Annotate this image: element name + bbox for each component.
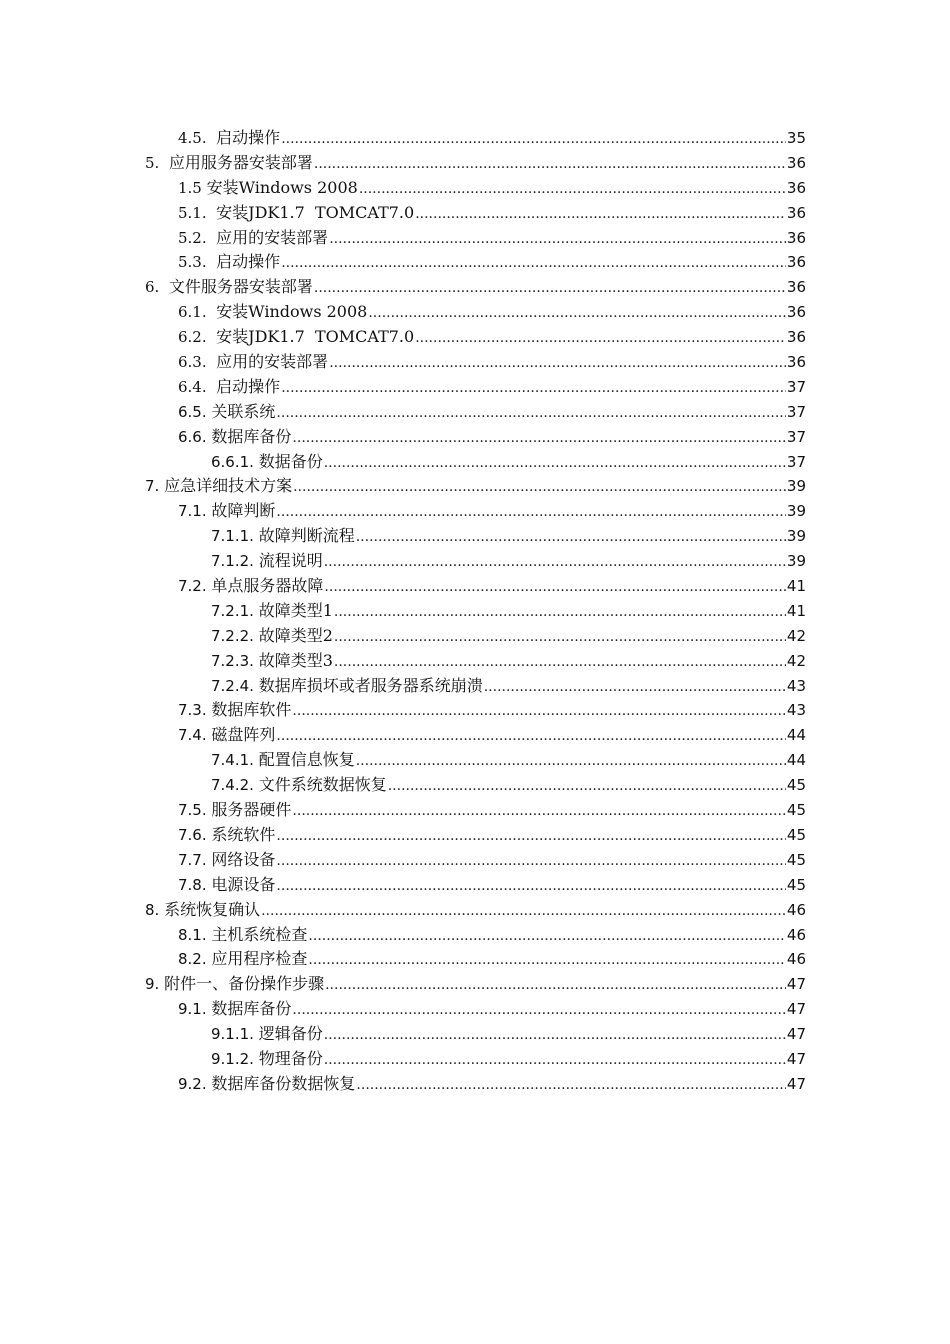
toc-entry[interactable] [0,947,950,972]
toc-entry[interactable] [0,923,950,948]
toc-entry-page-number: 45 [786,850,806,869]
toc-entry-number: 6.2. [178,328,217,347]
toc-entry-number: 6.6.1. [211,452,259,471]
toc-entry[interactable] [0,1047,950,1072]
toc-dot-leader [368,300,786,326]
toc-entry[interactable] [0,275,950,300]
toc-entry[interactable] [0,549,950,574]
toc-entry-number: 7.2. [178,577,212,596]
toc-entry[interactable] [0,176,950,201]
toc-entry-number: 7.4.1. [211,751,259,770]
toc-entry[interactable] [0,773,950,798]
toc-entry[interactable] [0,400,950,425]
toc-dot-leader [292,798,785,824]
toc-entry-number: 9.1.1. [211,1025,259,1044]
toc-entry[interactable] [0,972,950,997]
toc-dot-leader [292,698,785,724]
toc-entry[interactable] [0,873,950,898]
toc-entry-number: 6.1. [178,303,217,322]
toc-entry-page-number: 46 [786,950,806,969]
toc-entry[interactable] [0,126,950,151]
toc-entry-number: 7. [145,477,165,496]
toc-dot-leader [293,474,786,500]
toc-entry-number: 7.5. [178,801,212,820]
toc-entry-title: 配置信息恢复 [258,750,355,770]
toc-entry-page-number: 46 [786,900,806,919]
toc-entry-title: 服务器硬件 [211,800,292,820]
toc-entry[interactable] [0,151,950,176]
toc-entry-number: 6. [145,278,169,297]
toc-entry-title: 数据库损坏或者服务器系统崩溃 [258,675,483,695]
toc-entry-number: 8. [145,900,165,919]
toc-entry[interactable] [0,674,950,699]
toc-dot-leader [329,350,786,376]
toc-entry-page-number: 39 [786,502,806,521]
toc-entry-title: 故障判断 [211,501,276,521]
toc-entry-title: 文件系统数据恢复 [258,775,387,795]
toc-entry-title: 应急详细技术方案 [164,476,293,496]
toc-entry-title: 启动操作 [216,252,281,272]
toc-entry-number: 6.6. [178,427,212,446]
toc-entry[interactable] [0,574,950,599]
toc-entry-page-number: 37 [786,452,806,471]
toc-entry-page-number: 47 [786,975,806,994]
toc-entry[interactable] [0,898,950,923]
toc-entry-page-number: 36 [786,178,806,197]
toc-entry[interactable] [0,450,950,475]
toc-entry-title: 启动操作 [216,376,281,396]
toc-entry-title: 电源设备 [211,874,276,894]
toc-dot-leader [276,873,785,899]
toc-entry-number: 5.2. [178,228,217,247]
toc-entry[interactable] [0,325,950,350]
toc-entry[interactable] [0,524,950,549]
toc-entry-title: 主机系统检查 [211,924,308,944]
toc-entry-title: 数据库备份数据恢复 [211,1073,356,1093]
toc-dot-leader [388,773,786,799]
toc-entry-number: 7.1. [178,502,212,521]
toc-entry-title: 应用的安装部署 [216,352,329,372]
toc-entry[interactable] [0,1072,950,1097]
toc-dot-leader [334,624,786,650]
toc-entry[interactable] [0,848,950,873]
toc-entry-number: 6.5. [178,402,212,421]
toc-dot-leader [324,1047,786,1073]
toc-entry-title: 应用服务器安装部署 [168,152,313,172]
toc-entry-title: 数据备份 [258,451,323,471]
toc-entry-page-number: 42 [786,651,806,670]
toc-entry-title: 数据库备份 [211,999,292,1019]
toc-dot-leader [356,1072,785,1098]
toc-dot-leader [359,176,786,202]
toc-entry-number: 7.2.1. [211,601,259,620]
toc-entry-number: 6.3. [178,353,217,372]
toc-entry-number: 9.2. [178,1074,212,1093]
toc-entry-page-number: 43 [786,701,806,720]
toc-entry-title: 流程说明 [258,551,323,571]
toc-entry-number: 7.6. [178,825,212,844]
toc-entry[interactable] [0,748,950,773]
toc-entry-page-number: 36 [786,328,806,347]
toc-entry-number: 1.5 [178,178,207,197]
toc-entry[interactable] [0,997,950,1022]
toc-entry-number: 8.1. [178,925,212,944]
toc-dot-leader [281,375,786,401]
toc-entry-title: 文件服务器安装部署 [168,277,313,297]
toc-entry-page-number: 45 [786,875,806,894]
toc-entry-page-number: 37 [786,377,806,396]
toc-entry-title: 物理备份 [258,1048,323,1068]
toc-entry-title: 安装Windows 2008 [206,177,358,197]
toc-entry-title: 单点服务器故障 [211,576,324,596]
toc-entry-page-number: 36 [786,303,806,322]
toc-entry-number: 8.2. [178,950,212,969]
toc-entry-page-number: 47 [786,1074,806,1093]
toc-entry[interactable] [0,375,950,400]
toc-entry-title: 系统恢复确认 [164,899,261,919]
toc-entry-number: 7.1.1. [211,527,259,546]
toc-entry-number: 9.1. [178,1000,212,1019]
toc-entry-number: 7.4.2. [211,776,259,795]
toc-entry-title: 故障类型1 [258,600,333,620]
toc-entry-page-number: 45 [786,825,806,844]
toc-entry[interactable] [0,201,950,226]
toc-entry-title: 网络设备 [211,849,276,869]
toc-entry-page-number: 41 [786,577,806,596]
toc-entry-page-number: 39 [786,477,806,496]
toc-entry-title: 安装JDK1.7 TOMCAT7.0 [216,202,415,222]
toc-dot-leader [292,425,785,451]
toc-entry-title: 应用的安装部署 [216,227,329,247]
toc-dot-leader [324,574,785,600]
toc-entry-page-number: 45 [786,801,806,820]
toc-entry-title: 逻辑备份 [258,1024,323,1044]
toc-entry[interactable] [0,649,950,674]
toc-entry[interactable] [0,723,950,748]
toc-dot-leader [276,400,785,426]
toc-entry-page-number: 39 [786,552,806,571]
toc-entry-title: 数据库软件 [211,700,292,720]
toc-dot-leader [334,599,786,625]
toc-dot-leader [261,898,786,924]
toc-entry-page-number: 36 [786,153,806,172]
toc-entry-title: 故障类型3 [258,650,333,670]
toc-entry-title: 系统软件 [211,824,276,844]
toc-dot-leader [356,748,786,774]
toc-entry-number: 7.1.2. [211,552,259,571]
toc-dot-leader [356,524,786,550]
toc-entry-page-number: 36 [786,253,806,272]
toc-dot-leader [415,325,786,351]
toc-entry-page-number: 44 [786,726,806,745]
toc-entry-title: 磁盘阵列 [211,725,276,745]
toc-dot-leader [276,723,785,749]
toc-dot-leader [325,972,786,998]
toc-dot-leader [292,997,785,1023]
toc-entry[interactable] [0,226,950,251]
toc-dot-leader [334,649,786,675]
toc-dot-leader [276,823,785,849]
toc-entry-number: 7.2.3. [211,651,259,670]
toc-entry-page-number: 39 [786,527,806,546]
toc-entry[interactable] [0,499,950,524]
toc-entry[interactable] [0,698,950,723]
toc-entry-page-number: 36 [786,203,806,222]
toc-entry[interactable] [0,624,950,649]
toc-entry[interactable] [0,474,950,499]
toc-entry-page-number: 47 [786,1049,806,1068]
toc-entry[interactable] [0,250,950,275]
toc-entry-number: 6.4. [178,377,217,396]
toc-dot-leader [308,947,785,973]
toc-dot-leader [324,549,786,575]
toc-entry-page-number: 36 [786,278,806,297]
toc-entry-page-number: 37 [786,402,806,421]
toc-dot-leader [324,1022,786,1048]
toc-entry[interactable] [0,425,950,450]
toc-entry-number: 7.3. [178,701,212,720]
toc-dot-leader [484,674,786,700]
toc-entry-title: 数据库备份 [211,426,292,446]
toc-entry-number: 7.2.2. [211,626,259,645]
toc-entry-page-number: 37 [786,427,806,446]
toc-dot-leader [415,201,786,227]
toc-entry-title: 启动操作 [216,128,281,147]
toc-dot-leader [314,275,786,301]
toc-entry-page-number: 44 [786,751,806,770]
toc-entry-number: 9. [145,975,165,994]
toc-entry-title: 故障判断流程 [258,526,355,546]
toc-entry-page-number: 47 [786,1025,806,1044]
toc-entry-title: 附件一、备份操作步骤 [164,974,325,994]
toc-entry-page-number: 42 [786,626,806,645]
toc-entry-number: 4.5. [178,129,217,147]
toc-entry[interactable] [0,823,950,848]
toc-entry-number: 7.4. [178,726,212,745]
toc-entry-number: 7.2.4. [211,676,259,695]
toc-entry-page-number: 36 [786,353,806,372]
toc-entry-number: 9.1.2. [211,1049,259,1068]
toc-entry[interactable] [0,599,950,624]
toc-entry-page-number: 36 [786,228,806,247]
toc-entry-title: 安装Windows 2008 [216,302,368,322]
toc-dot-leader [314,151,786,177]
toc-dot-leader [324,450,786,476]
toc-entry-title: 应用程序检查 [211,949,308,969]
toc-entry-page-number: 46 [786,925,806,944]
toc-entry[interactable] [0,300,950,325]
toc-dot-leader [281,250,786,276]
toc-dot-leader [329,226,786,252]
toc-dot-leader [276,499,785,525]
toc-dot-leader [281,126,786,152]
toc-entry[interactable] [0,1022,950,1047]
toc-entry-page-number: 43 [786,676,806,695]
toc-entry-title: 故障类型2 [258,625,333,645]
toc-entry-title: 关联系统 [211,401,276,421]
table-of-contents [0,126,950,1097]
toc-entry-page-number: 45 [786,776,806,795]
toc-entry[interactable] [0,798,950,823]
toc-entry-page-number: 35 [786,129,806,147]
toc-dot-leader [276,848,785,874]
toc-entry-number: 5. [145,153,169,172]
toc-entry-number: 7.8. [178,875,212,894]
toc-entry-number: 5.3. [178,253,217,272]
toc-entry-number: 7.7. [178,850,212,869]
toc-entry-page-number: 41 [786,601,806,620]
toc-entry-page-number: 47 [786,1000,806,1019]
toc-dot-leader [308,923,785,949]
toc-entry-number: 5.1. [178,203,217,222]
toc-entry-title: 安装JDK1.7 TOMCAT7.0 [216,327,415,347]
toc-entry[interactable] [0,350,950,375]
